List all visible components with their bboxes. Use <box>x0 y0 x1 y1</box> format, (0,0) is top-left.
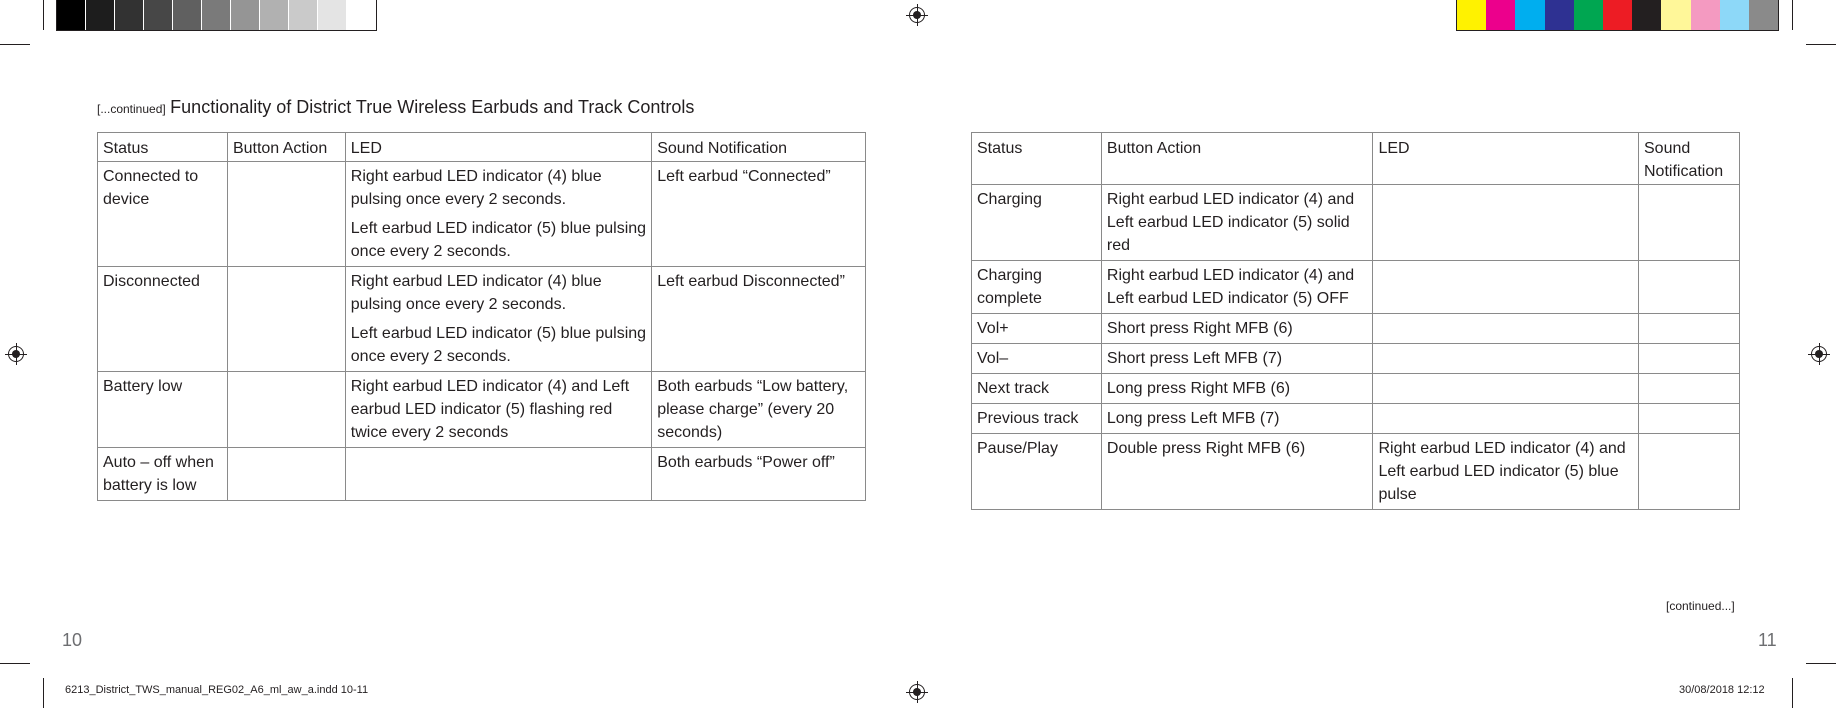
column-header-button-action: Button Action <box>1101 133 1373 185</box>
gray-swatch <box>86 0 115 30</box>
process-color-bar <box>1456 0 1779 31</box>
gray-swatch <box>289 0 318 30</box>
table-row <box>972 185 1740 261</box>
crop-mark <box>1792 0 1793 30</box>
led-cell <box>1373 404 1639 434</box>
color-swatch <box>1720 0 1749 30</box>
footer-file-name: 6213_District_TWS_manual_REG02_A6_ml_aw_a.indd 10-11 <box>65 684 369 696</box>
led-description: Right earbud LED indicator (4) blue pulsing once every 2 seconds. <box>350 273 602 313</box>
continued-prefix: [...continued] <box>97 102 166 116</box>
table-header-row <box>98 133 866 162</box>
gray-swatch <box>57 0 86 30</box>
status-cell: Auto – off when battery is low <box>98 448 228 501</box>
status-cell: Charging complete <box>972 261 1102 314</box>
led-cell <box>345 267 651 372</box>
sound-notification-cell: Left earbud Disconnected” <box>652 267 866 372</box>
led-cell <box>1373 374 1639 404</box>
sound-notification-cell <box>1639 314 1740 344</box>
status-cell: Next track <box>972 374 1102 404</box>
crop-mark <box>0 44 30 45</box>
registration-mark-icon <box>906 4 928 26</box>
gray-swatch <box>202 0 231 30</box>
column-header-led: LED <box>1373 133 1639 185</box>
color-swatch <box>1691 0 1720 30</box>
button-action-cell <box>227 267 345 372</box>
color-swatch <box>1545 0 1574 30</box>
button-action-cell <box>227 372 345 448</box>
column-header-status: Status <box>972 133 1102 185</box>
led-cell <box>1373 185 1639 261</box>
table-header-row <box>972 133 1740 185</box>
page-number-right: 11 <box>1758 630 1777 650</box>
table-row <box>972 434 1740 510</box>
grayscale-color-bar <box>56 0 377 31</box>
gray-swatch <box>347 0 376 30</box>
button-action-cell <box>227 162 345 267</box>
status-cell: Disconnected <box>98 267 228 372</box>
column-header-button-action: Button Action <box>227 133 345 162</box>
button-action-cell <box>227 448 345 501</box>
crop-mark <box>1806 44 1836 45</box>
crop-mark <box>0 663 30 664</box>
sound-notification-cell: Both earbuds “Low battery, please charge” (every 20 seconds) <box>652 372 866 448</box>
led-cell <box>345 162 651 267</box>
led-cell <box>1373 344 1639 374</box>
button-action-cell: Right earbud LED indicator (4) and Left earbud LED indicator (5) OFF <box>1101 261 1373 314</box>
column-header-status: Status <box>98 133 228 162</box>
gray-swatch <box>173 0 202 30</box>
status-cell: Charging <box>972 185 1102 261</box>
table-row <box>98 267 866 372</box>
table-row <box>98 162 866 267</box>
status-cell: Previous track <box>972 404 1102 434</box>
gray-swatch <box>144 0 173 30</box>
crop-mark <box>43 0 44 30</box>
led-cell <box>1373 261 1639 314</box>
crop-mark <box>1792 678 1793 708</box>
table-row <box>972 374 1740 404</box>
button-action-cell: Short press Right MFB (6) <box>1101 314 1373 344</box>
status-cell: Vol+ <box>972 314 1102 344</box>
color-swatch <box>1632 0 1661 30</box>
sound-notification-cell <box>1639 434 1740 510</box>
functionality-table-left <box>97 132 866 501</box>
sound-notification-cell <box>1639 185 1740 261</box>
status-cell: Vol– <box>972 344 1102 374</box>
led-cell <box>345 372 651 448</box>
page-title: Functionality of District True Wireless Earbuds and Track Controls <box>170 97 695 117</box>
gray-swatch <box>231 0 260 30</box>
button-action-cell: Long press Right MFB (6) <box>1101 374 1373 404</box>
color-swatch <box>1486 0 1515 30</box>
color-swatch <box>1603 0 1632 30</box>
crop-mark <box>1806 663 1836 664</box>
functionality-table-right <box>971 132 1740 510</box>
table-row <box>972 404 1740 434</box>
page-number-left: 10 <box>62 630 83 650</box>
status-cell: Pause/Play <box>972 434 1102 510</box>
color-swatch <box>1661 0 1690 30</box>
status-cell: Battery low <box>98 372 228 448</box>
led-cell <box>345 448 651 501</box>
led-description: Right earbud LED indicator (4) blue pulsing once every 2 seconds. <box>350 168 602 208</box>
registration-mark-icon <box>1808 343 1830 365</box>
footer-date-time: 30/08/2018 12:12 <box>1679 684 1765 696</box>
led-cell <box>1373 314 1639 344</box>
status-cell: Connected to device <box>98 162 228 267</box>
table-row <box>972 344 1740 374</box>
table-row <box>972 261 1740 314</box>
led-description: Left earbud LED indicator (5) blue pulsing once every 2 seconds. <box>350 220 647 260</box>
gray-swatch <box>115 0 144 30</box>
led-description: Right earbud LED indicator (4) and Left earbud LED indicator (5) flashing red twice every 2 seconds <box>350 378 630 441</box>
button-action-cell: Right earbud LED indicator (4) and Left earbud LED indicator (5) solid red <box>1101 185 1373 261</box>
color-swatch <box>1574 0 1603 30</box>
registration-mark-icon <box>5 343 27 365</box>
table-row <box>98 448 866 501</box>
sound-notification-cell <box>1639 261 1740 314</box>
registration-mark-icon <box>906 681 928 703</box>
button-action-cell: Long press Left MFB (7) <box>1101 404 1373 434</box>
continued-note: [continued...] <box>1666 599 1735 613</box>
column-header-sound-notification: Sound Notification <box>652 133 866 162</box>
sound-notification-cell: Both earbuds “Power off” <box>652 448 866 501</box>
sound-notification-cell <box>1639 374 1740 404</box>
column-header-sound-notification: Sound Notification <box>1639 133 1740 185</box>
table-row <box>98 372 866 448</box>
gray-swatch <box>318 0 347 30</box>
sound-notification-cell <box>1639 344 1740 374</box>
led-cell: Right earbud LED indicator (4) and Left earbud LED indicator (5) blue pulse <box>1373 434 1639 510</box>
button-action-cell: Double press Right MFB (6) <box>1101 434 1373 510</box>
gray-swatch <box>260 0 289 30</box>
led-description: Left earbud LED indicator (5) blue pulsing once every 2 seconds. <box>350 325 647 365</box>
sound-notification-cell: Left earbud “Connected” <box>652 162 866 267</box>
section-heading <box>97 97 694 118</box>
table-row <box>972 314 1740 344</box>
color-swatch <box>1457 0 1486 30</box>
button-action-cell: Short press Left MFB (7) <box>1101 344 1373 374</box>
column-header-led: LED <box>345 133 651 162</box>
sound-notification-cell <box>1639 404 1740 434</box>
color-swatch <box>1749 0 1778 30</box>
color-swatch <box>1515 0 1544 30</box>
crop-mark <box>43 678 44 708</box>
